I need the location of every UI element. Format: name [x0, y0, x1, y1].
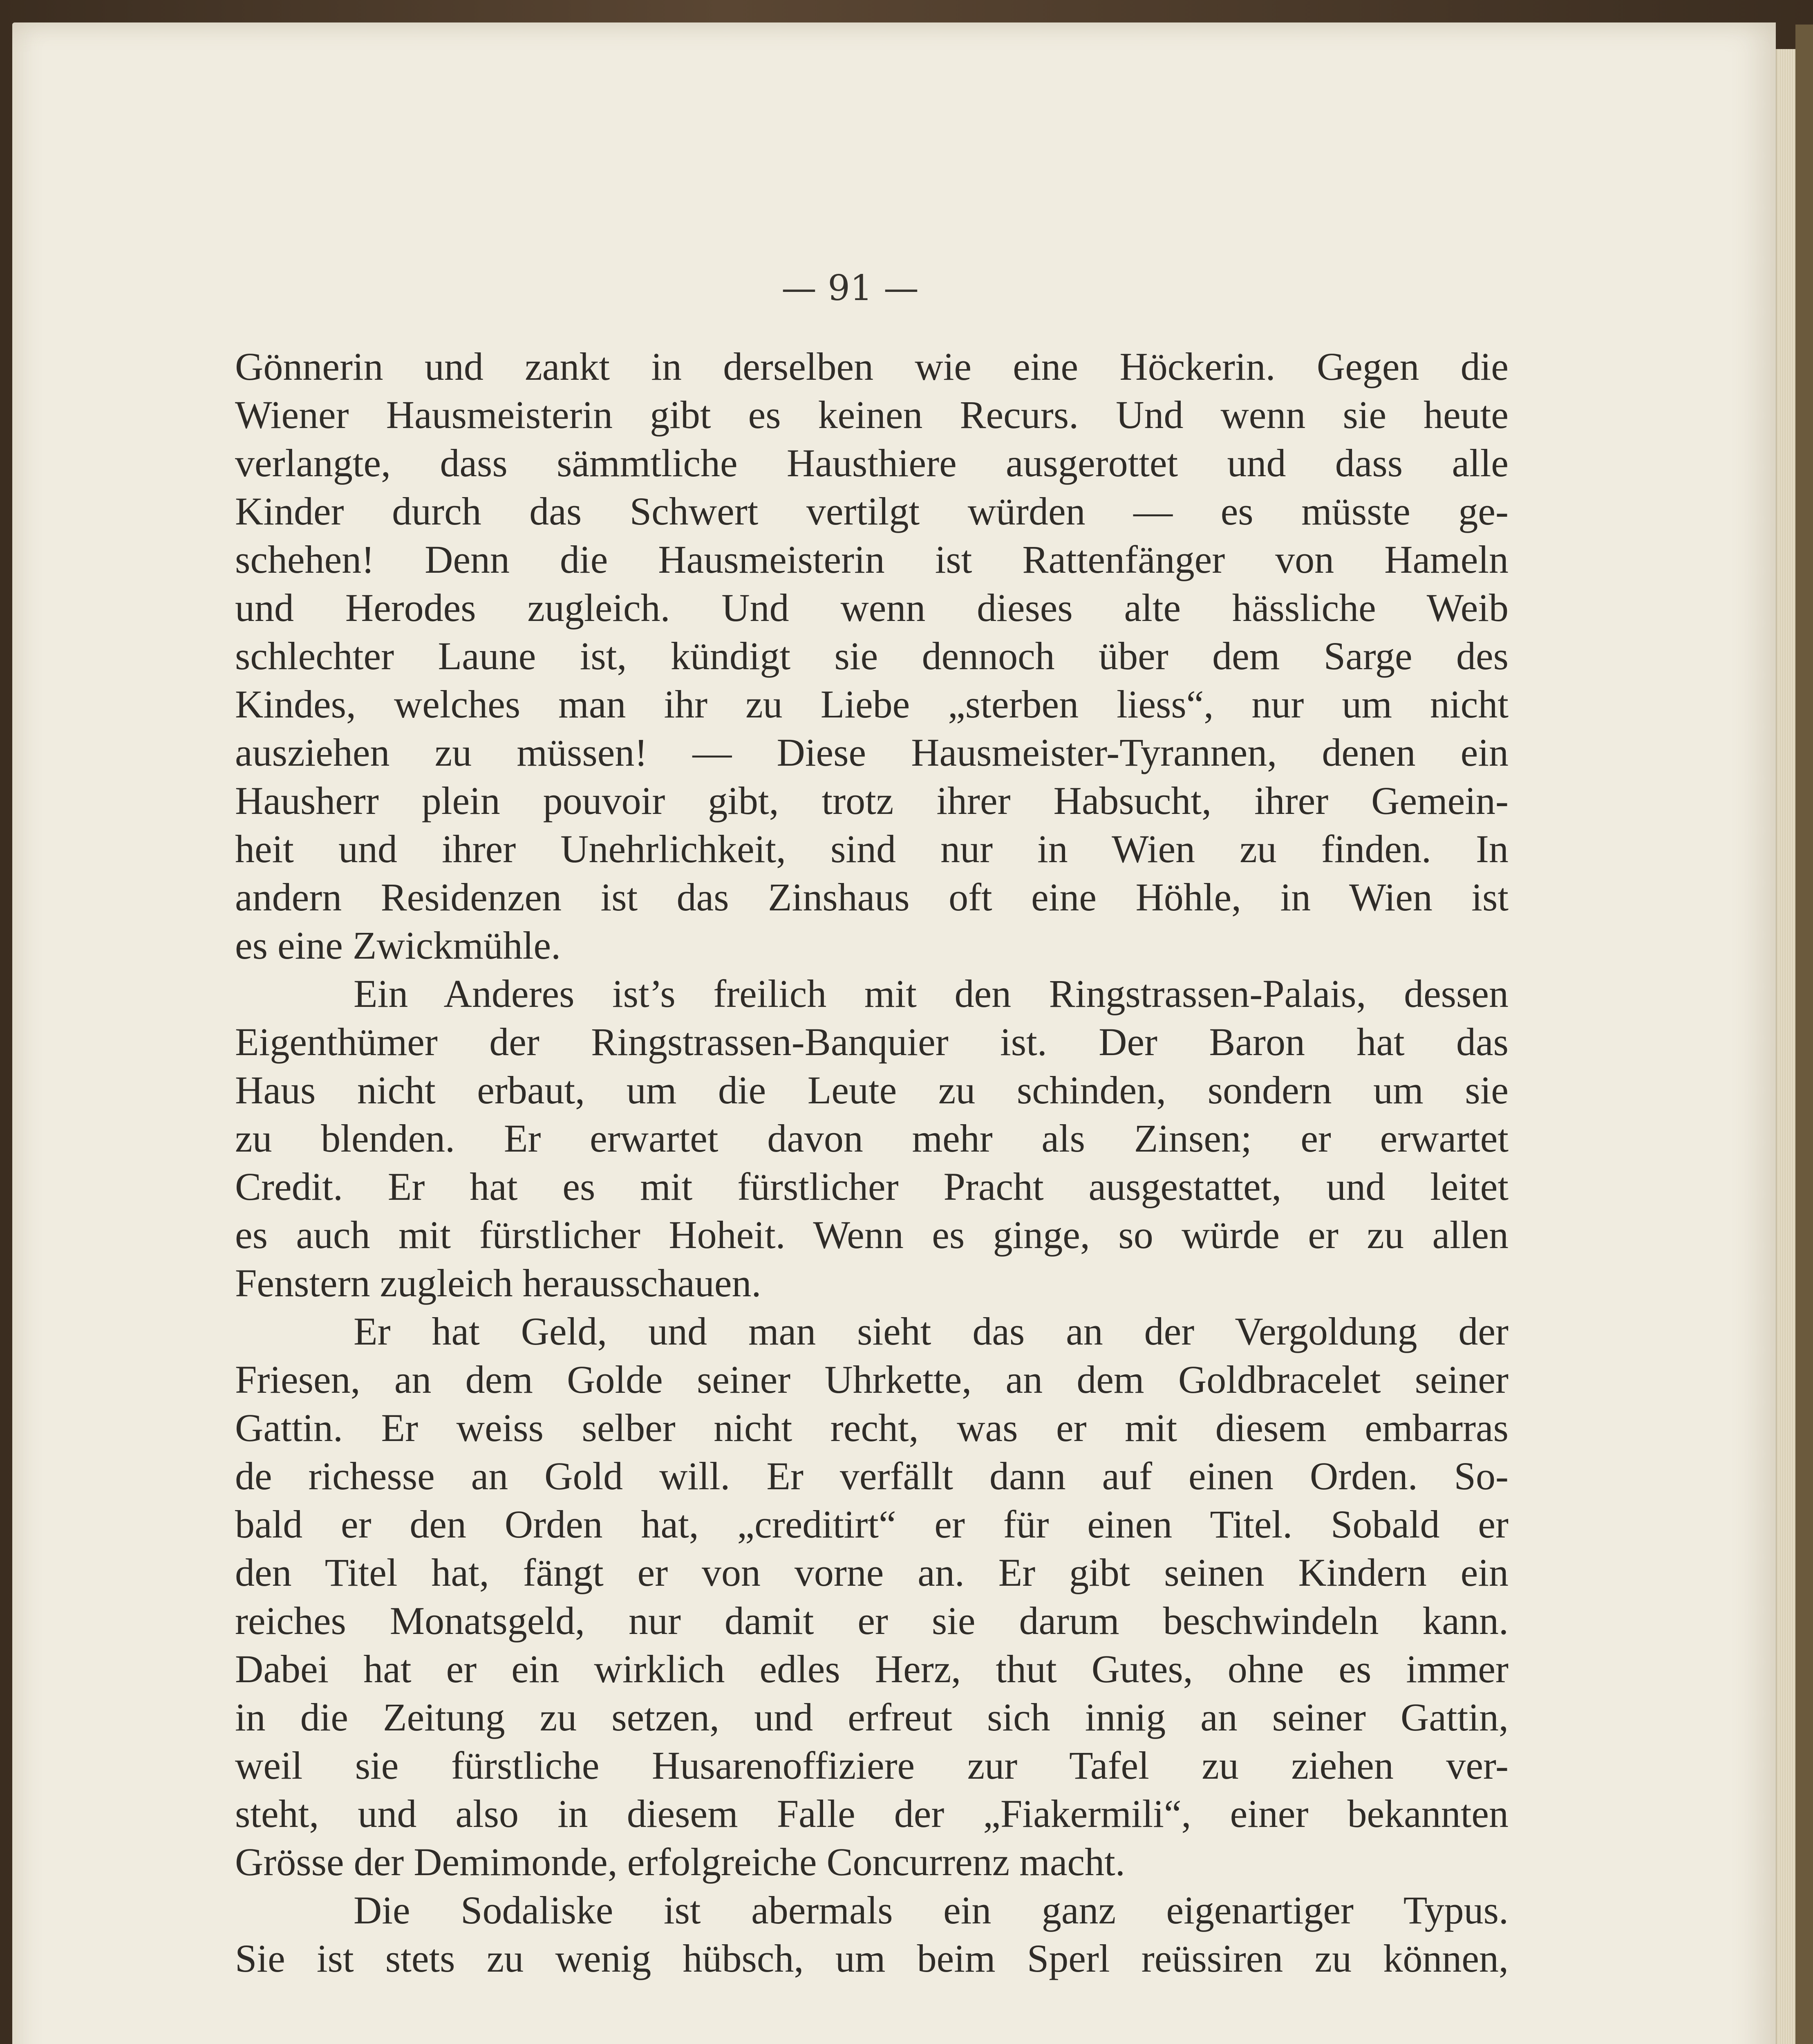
- text-line: Hausherr plein pouvoir gibt, trotz ihrer Habsucht, ihrer Gemein-: [235, 779, 1509, 823]
- text-line: den Titel hat, fängt er von vorne an. Er gibt seinen Kindern ein: [235, 1551, 1509, 1594]
- text-line: zu blenden. Er erwartet davon mehr als Zinsen; er erwartet: [235, 1116, 1509, 1160]
- text-line: Die Sodaliske ist abermals ein ganz eigenartiger Typus.: [354, 1888, 1509, 1932]
- text-line: Er hat Geld, und man sieht das an der Vergoldung der: [354, 1309, 1509, 1353]
- text-line: heit und ihrer Unehrlichkeit, sind nur in Wien zu finden. In: [235, 827, 1509, 871]
- book-cover-edge: [1795, 25, 1813, 2044]
- text-line: Wiener Hausmeisterin gibt es keinen Recurs. Und wenn sie heute: [235, 393, 1509, 437]
- text-line: Fenstern zugleich herausschauen.: [235, 1261, 761, 1305]
- text-line: und Herodes zugleich. Und wenn dieses alte hässliche Weib: [235, 586, 1509, 630]
- text-line: Friesen, an dem Golde seiner Uhrkette, an dem Goldbracelet seiner: [235, 1358, 1509, 1401]
- page-number: — 91 —: [781, 268, 919, 309]
- text-line: Ein Anderes ist’s freilich mit den Ringstrassen-Palais, dessen: [354, 972, 1509, 1015]
- text-line: andern Residenzen ist das Zinshaus oft eine Höhle, in Wien ist: [235, 875, 1509, 919]
- text-line: bald er den Orden hat, „creditirt“ er für einen Titel. Sobald er: [235, 1502, 1509, 1546]
- text-line: Kinder durch das Schwert vertilgt würden — es müsste ge-: [235, 489, 1509, 533]
- text-line: Gattin. Er weiss selber nicht recht, was er mit diesem embarras: [235, 1406, 1509, 1450]
- text-line: steht, und also in diesem Falle der „Fiakermili“, einer bekannten: [235, 1792, 1509, 1836]
- text-line: in die Zeitung zu setzen, und erfreut sich innig an seiner Gattin,: [235, 1695, 1509, 1739]
- page-edges: [1776, 49, 1796, 2044]
- body-text: [235, 343, 1509, 1983]
- text-line: Sie ist stets zu wenig hübsch, um beim Sperl reüssiren zu können,: [235, 1936, 1509, 1980]
- text-line: weil sie fürstliche Husarenoffiziere zur Tafel zu ziehen ver-: [235, 1744, 1509, 1787]
- text-line: reiches Monatsgeld, nur damit er sie darum beschwindeln kann.: [235, 1599, 1509, 1643]
- text-line: Dabei hat er ein wirklich edles Herz, thut Gutes, ohne es immer: [235, 1647, 1509, 1691]
- text-line: es eine Zwickmühle.: [235, 923, 561, 967]
- text-line: Eigenthümer der Ringstrassen-Banquier ist. Der Baron hat das: [235, 1020, 1509, 1064]
- text-line: schlechter Laune ist, kündigt sie dennoch über dem Sarge des: [235, 634, 1509, 678]
- text-line: Credit. Er hat es mit fürstlicher Pracht ausgestattet, und leitet: [235, 1165, 1509, 1208]
- text-line: Haus nicht erbaut, um die Leute zu schinden, sondern um sie: [235, 1068, 1509, 1112]
- text-line: schehen! Denn die Hausmeisterin ist Rattenfänger von Hameln: [235, 538, 1509, 581]
- text-line: de richesse an Gold will. Er verfällt dann auf einen Orden. So-: [235, 1454, 1509, 1498]
- text-line: Kindes, welches man ihr zu Liebe „sterben liess“, nur um nicht: [235, 682, 1509, 726]
- text-line: Grösse der Demimonde, erfolgreiche Concurrenz macht.: [235, 1840, 1125, 1884]
- text-line: ausziehen zu müssen! — Diese Hausmeister-Tyrannen, denen ein: [235, 731, 1509, 774]
- text-line: es auch mit fürstlicher Hoheit. Wenn es ginge, so würde er zu allen: [235, 1213, 1509, 1257]
- text-line: verlangte, dass sämmtliche Hausthiere ausgerottet und dass alle: [235, 441, 1509, 485]
- text-line: Gönnerin und zankt in derselben wie eine Höckerin. Gegen die: [235, 345, 1509, 388]
